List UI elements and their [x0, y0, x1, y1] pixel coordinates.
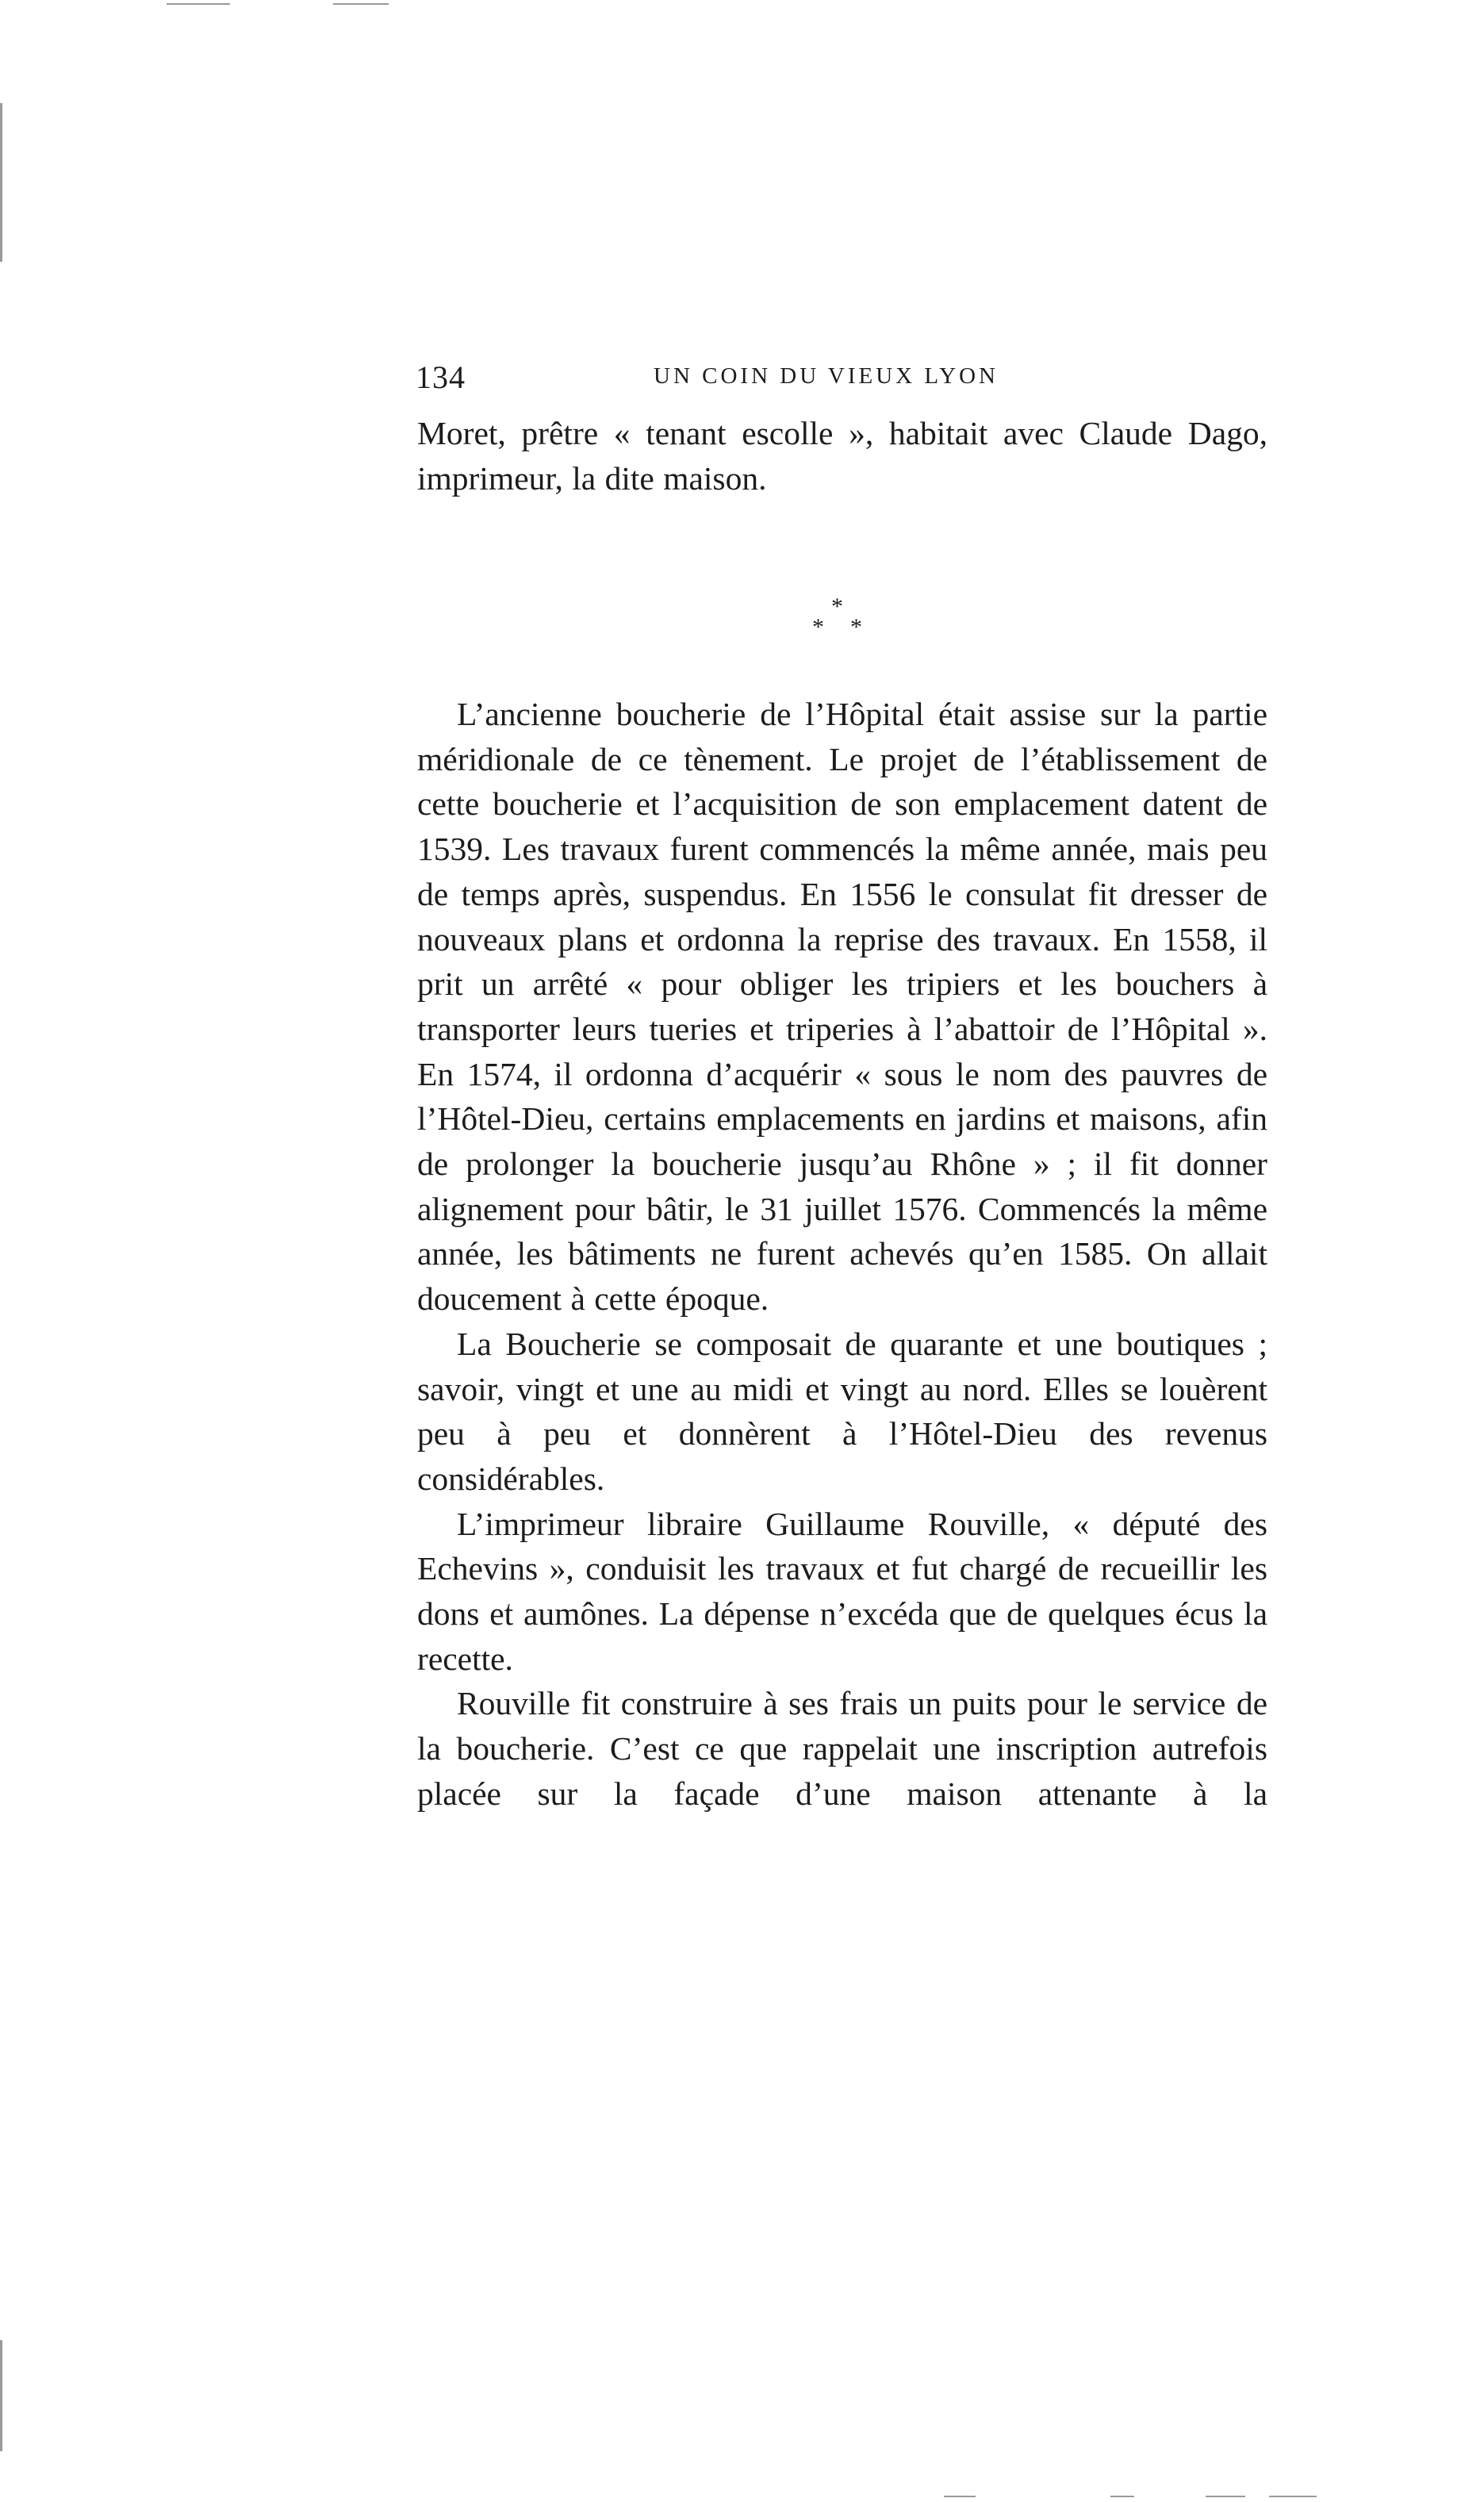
scan-edge-dash [1206, 2496, 1245, 2497]
asterism-star: * [812, 614, 824, 640]
asterism-star: * [831, 593, 843, 620]
scan-edge-mark [0, 2340, 2, 2451]
scan-edge-dash [944, 2496, 976, 2497]
scan-edge-dash [1269, 2496, 1317, 2497]
asterism-separator [801, 589, 880, 644]
scan-edge-dash [1110, 2496, 1134, 2497]
running-title: UN COIN DU VIEUX LYON [654, 363, 999, 389]
asterism-star: * [850, 614, 862, 640]
scan-edge-mark [0, 103, 2, 262]
scan-edge-dash [167, 3, 230, 5]
paragraph: Rouville fit construire à ses frais un puits pour le service de la boucherie. C’est ce que rappelait une inscription autrefois placée sur la façade d’une maison attenante à la [417, 1685, 1267, 1812]
scan-edge-dash [333, 3, 389, 5]
paragraph: L’imprimeur libraire Guillaume Rouville, « député des Echevins », conduisit les travaux et fut chargé de recueillir les dons et aumônes. La dépense n’excéda que de quelques écus la recette. [417, 1505, 1267, 1677]
page-number: 134 [416, 359, 466, 395]
paragraph: La Boucherie se composait de quarante et une boutiques ; savoir, vingt et une au midi et vingt au nord. Elles se louèrent peu à peu et donnèrent à l’Hôtel-Dieu des revenus considérables. [417, 1325, 1267, 1497]
paragraph: L’ancienne boucherie de l’Hôpital était assise sur la partie méridionale de ce tènement. Le projet de l’établissement de cette boucherie et l’acquisition de son emplacement datent de 1539. Les travaux furent commencés la même année, mais peu de temps après, suspendus. En 1556 le consulat fit dresser de nouveaux plans et ordonna la reprise des travaux. En 1558, il prit un arrêté « pour obliger les tripiers et les bouchers à transporter leurs tueries et triperies à l’abattoir de l’Hôpital ». En 1574, il ordonna d’acquérir « sous le nom des pauvres de l’Hôtel-Dieu, certains emplacements en jardins et maisons, afin de prolonger la boucherie jusqu’au Rhône » ; il fit donner alignement pour bâtir, le 31 juillet 1576. Commencés la même année, les bâtiments ne furent achevés qu’en 1585. On allait doucement à cette époque. [417, 696, 1267, 1318]
running-header [416, 359, 1264, 406]
continuation-text [417, 411, 1267, 501]
paragraph: Moret, prêtre « tenant escolle », habitait avec Claude Dago, imprimeur, la dite maison. [417, 415, 1267, 497]
body-text [417, 692, 1267, 1817]
